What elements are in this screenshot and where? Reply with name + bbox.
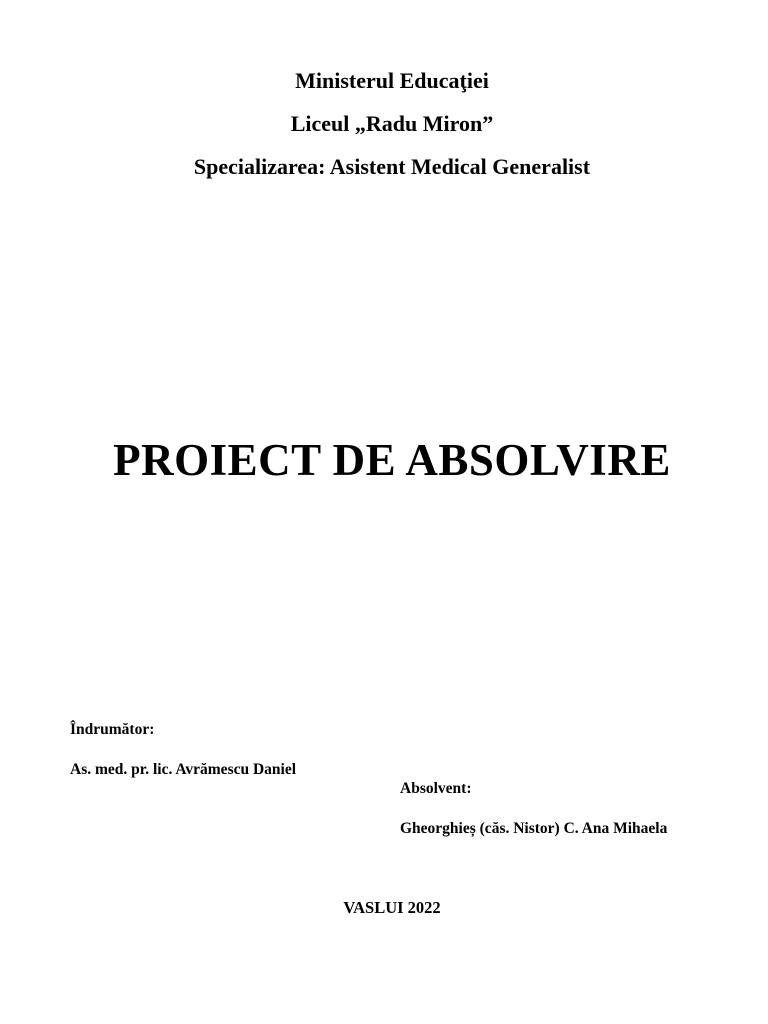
ministry-heading: Ministerul Educaţiei [295,68,489,93]
specialization-heading: Specializarea: Asistent Medical Generalist [193,154,591,179]
advisor-name: As. med. pr. lic. Avrămescu Daniel [70,761,297,778]
school-heading: Liceul „Radu Miron” [290,111,494,136]
graduate-name: Gheorghieș (căs. Nistor) C. Ana Mihaela [400,820,668,837]
place-and-year: VASLUI 2022 [343,898,441,917]
advisor-label: Îndrumător: [70,721,155,738]
project-title: PROIECT DE ABSOLVIRE [113,435,671,485]
graduate-label: Absolvent: [400,780,472,797]
